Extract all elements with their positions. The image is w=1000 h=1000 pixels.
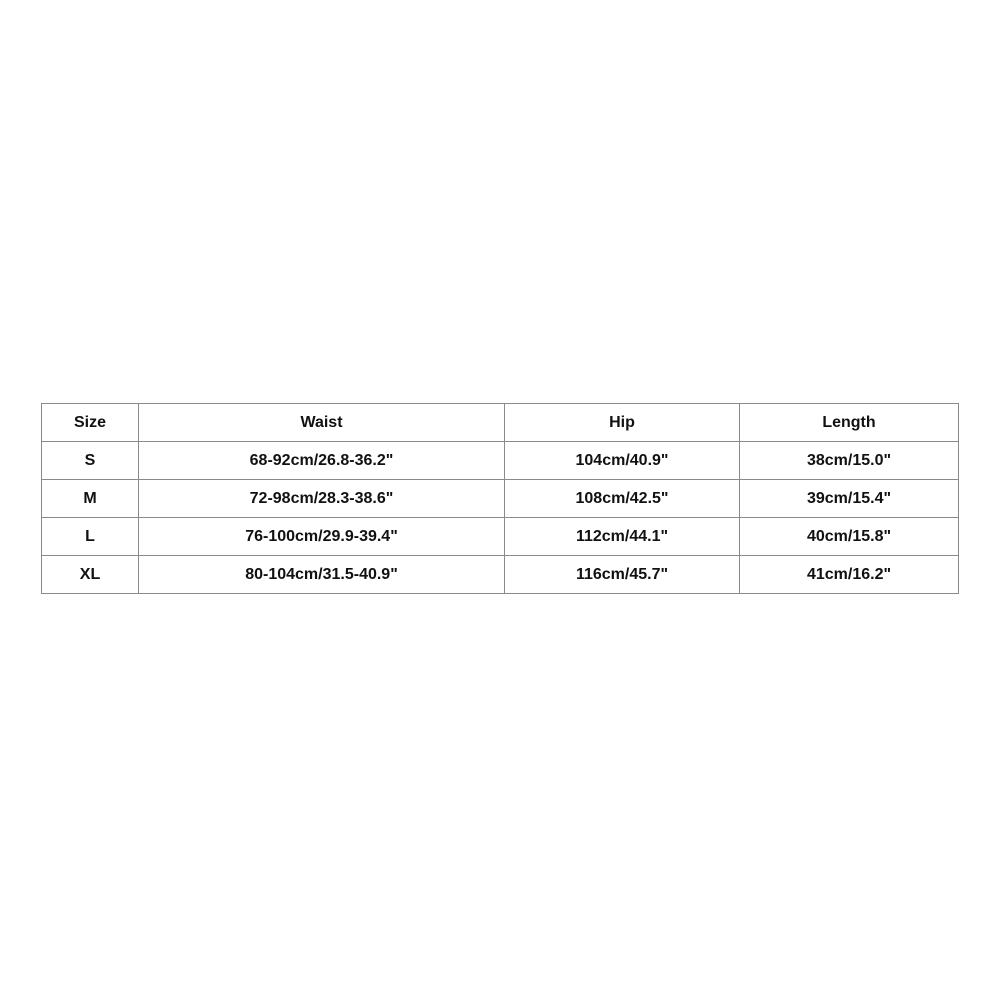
length-cell: 40cm/15.8"	[740, 518, 959, 556]
size-cell: M	[42, 480, 139, 518]
waist-cell: 72-98cm/28.3-38.6"	[139, 480, 505, 518]
table-header-row	[42, 404, 959, 442]
table-row	[42, 442, 959, 480]
table-row	[42, 518, 959, 556]
header-length: Length	[740, 404, 959, 442]
length-cell: 39cm/15.4"	[740, 480, 959, 518]
waist-cell: 68-92cm/26.8-36.2"	[139, 442, 505, 480]
size-chart-table	[41, 403, 959, 594]
size-cell: S	[42, 442, 139, 480]
length-cell: 38cm/15.0"	[740, 442, 959, 480]
size-cell: XL	[42, 556, 139, 594]
length-cell: 41cm/16.2"	[740, 556, 959, 594]
size-cell: L	[42, 518, 139, 556]
table-row	[42, 556, 959, 594]
waist-cell: 80-104cm/31.5-40.9"	[139, 556, 505, 594]
hip-cell: 116cm/45.7"	[505, 556, 740, 594]
header-size: Size	[42, 404, 139, 442]
hip-cell: 104cm/40.9"	[505, 442, 740, 480]
table-row	[42, 480, 959, 518]
hip-cell: 112cm/44.1"	[505, 518, 740, 556]
hip-cell: 108cm/42.5"	[505, 480, 740, 518]
header-waist: Waist	[139, 404, 505, 442]
waist-cell: 76-100cm/29.9-39.4"	[139, 518, 505, 556]
header-hip: Hip	[505, 404, 740, 442]
